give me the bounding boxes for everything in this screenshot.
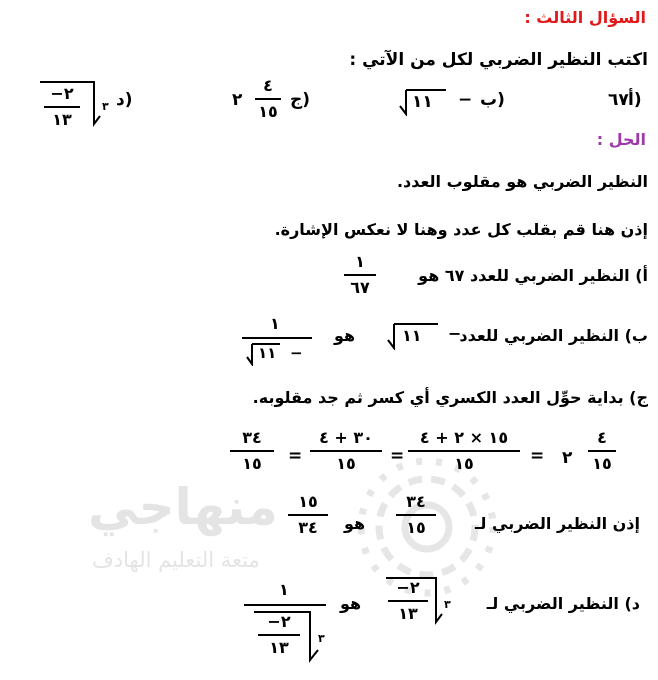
solution-c-from-num: ٣٤: [406, 492, 426, 511]
solution-b-value: ١١: [402, 326, 422, 345]
fraction-bar: [310, 450, 382, 452]
solution-b-den-sign: −: [290, 344, 303, 362]
fraction-bar: [230, 450, 274, 452]
question-b-label: ب): [480, 90, 505, 110]
watermark-slogan: متعة التعليم الهادف: [92, 548, 260, 572]
solution-step3-fraction: [230, 428, 274, 474]
question-prompt: اكتب النظير الضربي لكل من الآتي :: [349, 50, 648, 70]
solution-step2-den: ١٥: [336, 454, 356, 473]
question-b-value: ١١: [412, 92, 433, 112]
solution-b-sign: −: [448, 324, 462, 343]
question-d-index: ٣: [102, 100, 109, 113]
solution-d-den: ١٣: [398, 604, 418, 623]
question-c-num: ٤: [263, 76, 273, 95]
solution-line1: النظير الضربي هو مقلوب العدد.: [396, 172, 648, 191]
solution-a-fraction: [344, 252, 376, 298]
question-c-fraction: [255, 76, 281, 122]
solution-c-fraction: [588, 428, 616, 474]
fraction-bar: [344, 274, 376, 276]
fraction-bar: [396, 514, 436, 516]
solution-d-is: هو: [340, 594, 362, 613]
fraction-bar: [588, 450, 616, 452]
solution-a-text: أ) النظير الضربي للعدد ٦٧ هو: [418, 266, 648, 285]
fraction-bar: [388, 600, 428, 602]
solution-d-res-inner-den: ١٣: [269, 638, 289, 657]
solution-step1-num: ١٥ × ٢ + ٤: [419, 428, 509, 447]
question-a-value: ٦٧: [608, 90, 629, 110]
solution-b-den-value: ١١: [258, 344, 277, 362]
solution-c-den: ١٥: [592, 454, 612, 473]
fraction-bar: [44, 106, 80, 108]
solution-c-res-den: ٣٤: [298, 518, 318, 537]
solution-d-fraction: [388, 578, 428, 624]
question-a-label: أ): [628, 90, 642, 110]
solution-b-text: ب) النظير الضربي للعدد: [459, 326, 648, 345]
solution-title: الحل :: [596, 130, 646, 149]
solution-step3-num: ٣٤: [242, 428, 262, 447]
equals-sign: =: [390, 446, 405, 466]
solution-step3-den: ١٥: [242, 454, 262, 473]
solution-c-text: ج) بداية حوِّل العدد الكسري أي كسر ثم جد مقلوبه.: [252, 388, 648, 407]
solution-d-res-inner-fraction: [258, 612, 300, 658]
question-title: السؤال الثالث :: [524, 8, 646, 27]
question-b-sign: −: [458, 90, 473, 110]
question-d-label: د): [116, 90, 133, 110]
question-c-den: ١٥: [258, 102, 278, 121]
question-d-den: ١٣: [52, 110, 72, 129]
solution-c-num: ٤: [597, 428, 607, 447]
fraction-bar: [255, 98, 281, 100]
solution-d-num: −٢: [396, 578, 420, 597]
question-c-label: ج): [290, 90, 311, 110]
solution-d-text: د) النظير الضربي لـ: [486, 594, 640, 613]
fraction-bar: [258, 634, 300, 636]
solution-c-whole: ٢: [562, 448, 573, 468]
solution-b-num: ١: [270, 314, 280, 333]
solution-d-res-inner-num: −٢: [267, 612, 291, 631]
solution-c-from-fraction: [396, 492, 436, 538]
solution-d-index: ٣: [444, 598, 451, 611]
solution-c-is: هو: [344, 514, 366, 533]
solution-line2: إذن هنا قم بقلب كل عدد وهنا لا نعكس الإشارة.: [274, 220, 648, 239]
solution-d-res-num: ١: [279, 580, 289, 599]
fraction-bar: [244, 604, 326, 606]
solution-d-res-index: ٣: [318, 632, 325, 645]
solution-step2-num: ٣٠ + ٤: [319, 428, 373, 447]
solution-c-from-den: ١٥: [406, 518, 426, 537]
solution-a-num: ١: [355, 252, 365, 271]
fraction-bar: [408, 450, 520, 452]
question-d-num: −٢: [50, 84, 74, 103]
solution-c-result-fraction: [288, 492, 328, 538]
solution-step1-fraction: [408, 428, 520, 474]
solution-step1-den: ١٥: [454, 454, 474, 473]
solution-c-res-num: ١٥: [298, 492, 318, 511]
solution-step2-fraction: [310, 428, 382, 474]
solution-b-is: هو: [334, 326, 356, 345]
question-c-whole: ٢: [232, 90, 243, 110]
solution-a-den: ٦٧: [350, 278, 370, 297]
fraction-bar: [288, 514, 328, 516]
question-d-fraction: [44, 84, 80, 130]
solution-c-result-text: إذن النظير الضربي لـ: [474, 514, 640, 533]
equals-sign: =: [530, 446, 545, 466]
equals-sign: =: [288, 446, 303, 466]
fraction-bar: [242, 337, 312, 339]
watermark-brand: منهاجي: [88, 478, 278, 536]
